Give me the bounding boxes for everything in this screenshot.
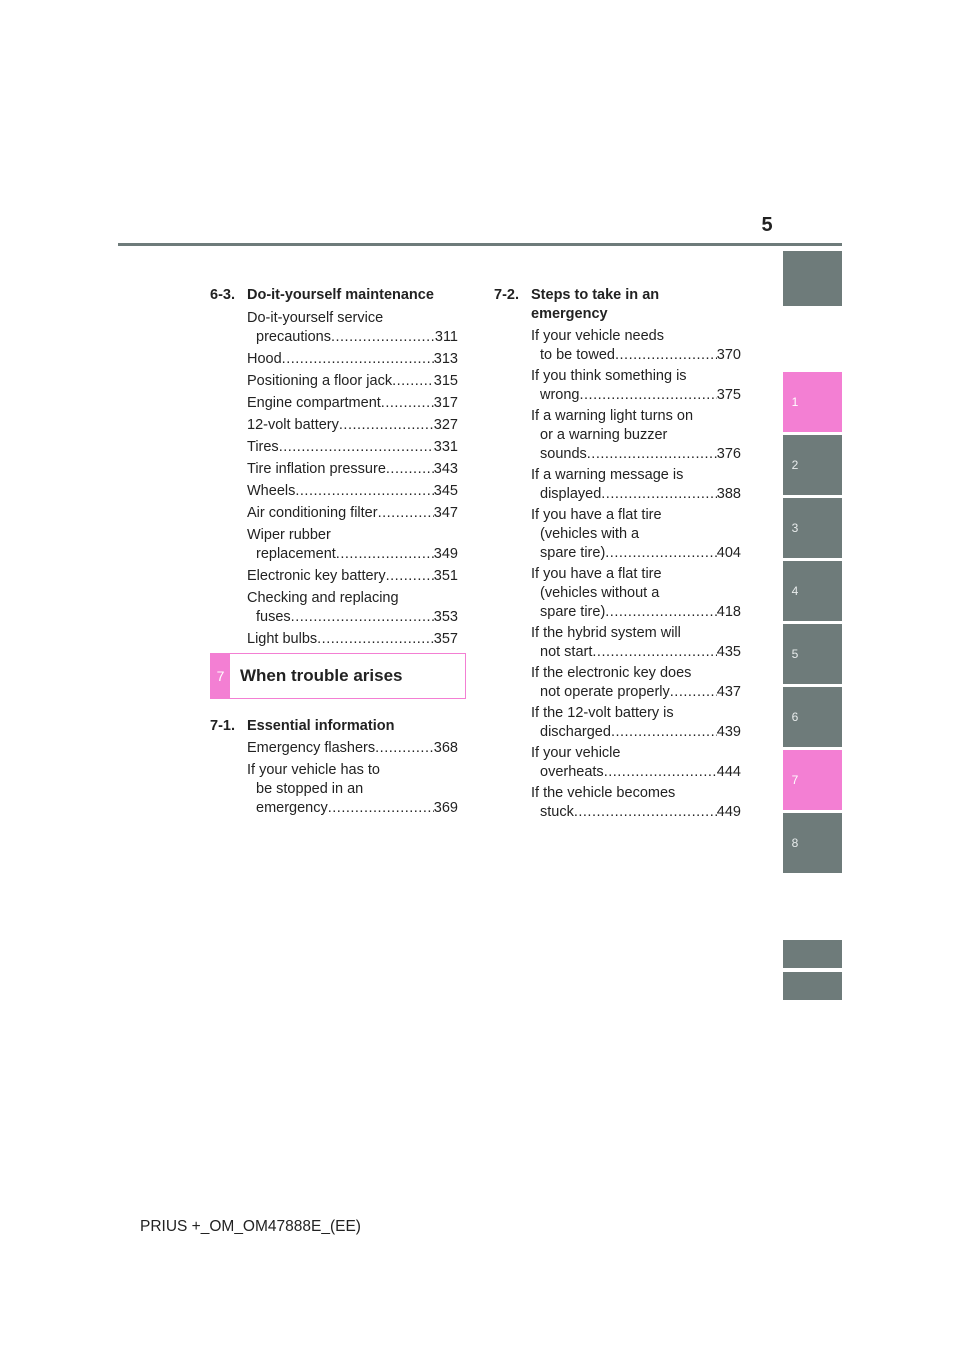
toc-entry-text: precautions <box>256 329 331 345</box>
toc-entry-text: (vehicles with a <box>540 526 640 542</box>
leader-dots <box>615 346 717 365</box>
leader-dots <box>592 643 716 662</box>
leader-dots <box>291 608 434 627</box>
toc-entry-text: or a warning buzzer <box>540 427 668 443</box>
toc-entry[interactable] <box>531 327 741 365</box>
toc-entry[interactable] <box>247 438 458 457</box>
toc-entry[interactable] <box>531 624 741 662</box>
header-rule <box>118 243 842 246</box>
side-tab-4[interactable]: 4 <box>783 561 842 621</box>
toc-page-number: 375 <box>716 387 741 403</box>
document-footer-code: PRIUS +_OM_OM47888E_(EE) <box>140 1218 361 1235</box>
toc-entry-text: (vehicles without a <box>540 585 660 601</box>
leader-dots <box>386 460 434 479</box>
toc-entry[interactable] <box>247 482 458 501</box>
toc-page-number: 418 <box>716 604 741 620</box>
toc-entry-text: Electronic key battery <box>247 568 386 584</box>
toc-entry[interactable] <box>247 309 458 347</box>
toc-entry-text: Emergency flashers <box>247 740 376 756</box>
leader-dots <box>587 445 717 464</box>
toc-entry-text: be stopped in an <box>256 781 364 797</box>
leader-dots <box>328 799 434 818</box>
leader-dots <box>605 544 717 563</box>
chapter-title: When trouble arises <box>240 666 403 685</box>
toc-page-number: 370 <box>716 347 741 363</box>
toc-entry-text: If your vehicle needs <box>531 328 664 344</box>
toc-entry-text: Engine compartment <box>247 395 381 411</box>
toc-entry-text: replacement <box>256 546 336 562</box>
toc-entry[interactable] <box>247 416 458 435</box>
toc-entry-text: not operate properly <box>540 684 670 700</box>
toc-entry-text: If your vehicle <box>531 745 621 761</box>
toc-entry[interactable] <box>531 704 741 742</box>
toc-entry-text: If your vehicle has to <box>247 762 380 778</box>
toc-entry-text: to be towed <box>540 347 615 363</box>
toc-entry[interactable] <box>247 394 458 413</box>
toc-entry-text: not start <box>540 644 593 660</box>
toc-entry-text: spare tire) <box>540 545 606 561</box>
toc-entry[interactable] <box>247 460 458 479</box>
side-tab-5[interactable]: 5 <box>783 624 842 684</box>
toc-page-number: 347 <box>433 505 458 521</box>
toc-entry[interactable] <box>247 504 458 523</box>
toc-entry-text: If you have a flat tire <box>531 507 662 523</box>
toc-entry[interactable] <box>247 761 458 818</box>
leader-dots <box>605 603 717 622</box>
toc-entry-text: Positioning a floor jack <box>247 373 393 389</box>
toc-entry[interactable] <box>531 664 741 702</box>
toc-page-number: 315 <box>433 373 458 389</box>
toc-page-number: 311 <box>434 329 458 345</box>
toc-entry[interactable] <box>247 526 458 564</box>
toc-entry[interactable] <box>247 589 458 627</box>
side-tab-blank-index-1[interactable] <box>783 940 842 968</box>
toc-entry-text: If a warning light turns on <box>531 408 694 424</box>
toc-entry-text: If a warning message is <box>531 467 684 483</box>
leader-dots <box>580 386 717 405</box>
toc-entry[interactable] <box>531 565 741 622</box>
leader-dots <box>279 438 434 457</box>
side-tab-blank-top[interactable] <box>783 251 842 306</box>
toc-entry-text: If the vehicle becomes <box>531 785 676 801</box>
side-tab-7[interactable]: 7 <box>783 750 842 810</box>
toc-page-number: 353 <box>433 609 458 625</box>
toc-page-number: 349 <box>433 546 458 562</box>
toc-page-number: 388 <box>716 486 741 502</box>
leader-dots <box>282 350 434 369</box>
toc-page-number: 345 <box>433 483 458 499</box>
toc-entry[interactable] <box>247 372 458 391</box>
leader-dots <box>375 739 434 758</box>
toc-entry-text: 12-volt battery <box>247 417 339 433</box>
page-number: 5 <box>761 214 773 236</box>
leader-dots <box>386 567 434 586</box>
toc-entry-text: stuck <box>540 804 574 820</box>
toc-entry-text: fuses <box>256 609 291 625</box>
toc-entry-text: discharged <box>540 724 611 740</box>
toc-page-number: 343 <box>433 461 458 477</box>
toc-entry[interactable] <box>531 744 741 782</box>
toc-page-number: 369 <box>433 800 458 816</box>
leader-dots <box>670 683 717 702</box>
leader-dots <box>295 482 433 501</box>
toc-page-number: 317 <box>433 395 458 411</box>
toc-entry-text: Do-it-yourself service <box>247 310 384 326</box>
toc-page-number: 331 <box>433 439 458 455</box>
toc-entry-text: Wheels <box>247 483 296 499</box>
toc-entry-text: sounds <box>540 446 587 462</box>
toc-entry[interactable] <box>531 367 741 405</box>
toc-entry-text: Hood <box>247 351 282 367</box>
toc-page-number: 404 <box>716 545 741 561</box>
leader-dots <box>604 763 717 782</box>
toc-page-number: 376 <box>716 446 741 462</box>
leader-dots <box>574 803 717 822</box>
toc-page-number: 437 <box>716 684 741 700</box>
toc-page-number: 357 <box>433 631 458 647</box>
toc-entry-text: Light bulbs <box>247 631 318 647</box>
side-tab-1[interactable]: 1 <box>783 372 842 432</box>
toc-entry-text: If the 12-volt battery is <box>531 705 674 721</box>
toc-page-number: 439 <box>716 724 741 740</box>
side-tab-blank-index-2[interactable] <box>783 972 842 1000</box>
toc-entry[interactable] <box>531 466 741 504</box>
side-tab-6[interactable]: 6 <box>783 687 842 747</box>
side-tab-2[interactable]: 2 <box>783 435 842 495</box>
toc-page-number: 351 <box>433 568 458 584</box>
toc-entry[interactable] <box>247 630 458 649</box>
leader-dots <box>378 504 434 523</box>
toc-entry-text: spare tire) <box>540 604 606 620</box>
toc-entry-text: Checking and replacing <box>247 590 399 606</box>
leader-dots <box>381 394 434 413</box>
leader-dots <box>601 485 717 504</box>
toc-entry-text: wrong <box>540 387 580 403</box>
leader-dots <box>339 416 434 435</box>
leader-dots <box>317 630 434 649</box>
toc-entry-text: emergency <box>256 800 328 816</box>
toc-entry[interactable] <box>247 739 458 758</box>
toc-page-number: 449 <box>716 804 741 820</box>
toc-page-number: 368 <box>433 740 458 756</box>
toc-entry-text: Tire inflation pressure <box>247 461 386 477</box>
leader-dots <box>392 372 434 391</box>
toc-entry-text: If the hybrid system will <box>531 625 681 641</box>
toc-page-number: 327 <box>433 417 458 433</box>
toc-entry[interactable] <box>531 784 741 822</box>
toc-entry-text: Wiper rubber <box>247 527 331 543</box>
toc-entry[interactable] <box>247 567 458 586</box>
toc-entry-text: If you have a flat tire <box>531 566 662 582</box>
leader-dots <box>336 545 434 564</box>
side-tab-3[interactable]: 3 <box>783 498 842 558</box>
toc-page-number: 435 <box>716 644 741 660</box>
toc-entry[interactable] <box>247 350 458 369</box>
toc-entry-text: Air conditioning filter <box>247 505 378 521</box>
side-tab-8[interactable]: 8 <box>783 813 842 873</box>
chapter-heading-box <box>210 653 466 699</box>
toc-entry-text: If the electronic key does <box>531 665 692 681</box>
toc-entry-text: displayed <box>540 486 602 502</box>
toc-entry-text: If you think something is <box>531 368 687 384</box>
leader-dots <box>611 723 717 742</box>
leader-dots <box>331 328 435 347</box>
toc-page-number: 313 <box>433 351 458 367</box>
toc-page-number: 444 <box>716 764 741 780</box>
toc-entry[interactable] <box>531 407 741 464</box>
toc-entry-text: Tires <box>247 439 279 455</box>
chapter-tab-number: 7 <box>211 654 230 698</box>
toc-entry-text: overheats <box>540 764 604 780</box>
toc-entry[interactable] <box>531 506 741 563</box>
